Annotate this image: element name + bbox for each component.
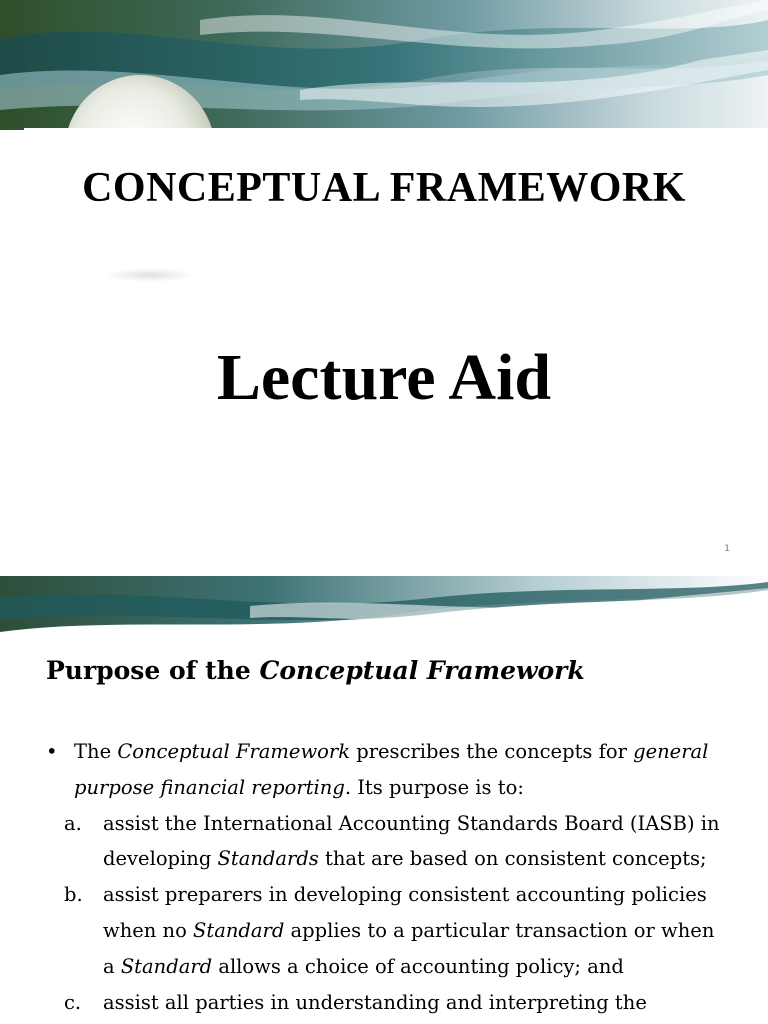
text-run: prescribes the concepts for	[350, 740, 634, 763]
list-letter: c.	[64, 990, 82, 1014]
italic-run: Standard	[193, 918, 285, 942]
slide-2	[0, 576, 768, 1024]
heading-text: Purpose of the	[46, 656, 260, 685]
wave-banner-top	[0, 0, 768, 130]
list-letter: a.	[64, 811, 82, 835]
text-run: . Its purpose is to:	[344, 775, 524, 799]
text-run: applies to a particular transaction or when a	[103, 918, 715, 978]
decorative-shadow	[105, 268, 195, 282]
text-run: The	[74, 740, 118, 763]
italic-run: Standards	[217, 847, 319, 871]
slide-subtitle: Lecture Aid	[216, 341, 552, 414]
list-item-b	[46, 877, 726, 984]
text-run: assist all parties in understanding and interpreting the	[103, 990, 647, 1014]
page-number: 1	[724, 544, 730, 554]
list-letter: b.	[64, 883, 83, 907]
list-item-a	[46, 806, 726, 878]
list-item-c	[46, 985, 726, 1021]
text-run: allows a choice of accounting policy; and	[212, 954, 624, 978]
italic-run: general purpose financial reporting	[74, 740, 709, 799]
slide-title: CONCEPTUAL FRAMEWORK	[82, 165, 686, 211]
heading-italic-text: Conceptual Framework	[259, 656, 585, 685]
content-body	[46, 734, 726, 1020]
wave-banner-top	[0, 576, 768, 636]
italic-run: Standard	[120, 954, 213, 978]
text-run: assist preparers in developing consistent accounting policies when no	[103, 883, 707, 942]
text-run: that are based on consistent concepts;	[318, 847, 707, 871]
bullet-icon: •	[46, 740, 58, 763]
italic-run: Conceptual Framework	[117, 740, 351, 763]
section-heading	[46, 656, 746, 685]
text-run: assist the International Accounting Standards Board (IASB) in developing	[103, 811, 720, 871]
bullet-item	[46, 734, 726, 806]
